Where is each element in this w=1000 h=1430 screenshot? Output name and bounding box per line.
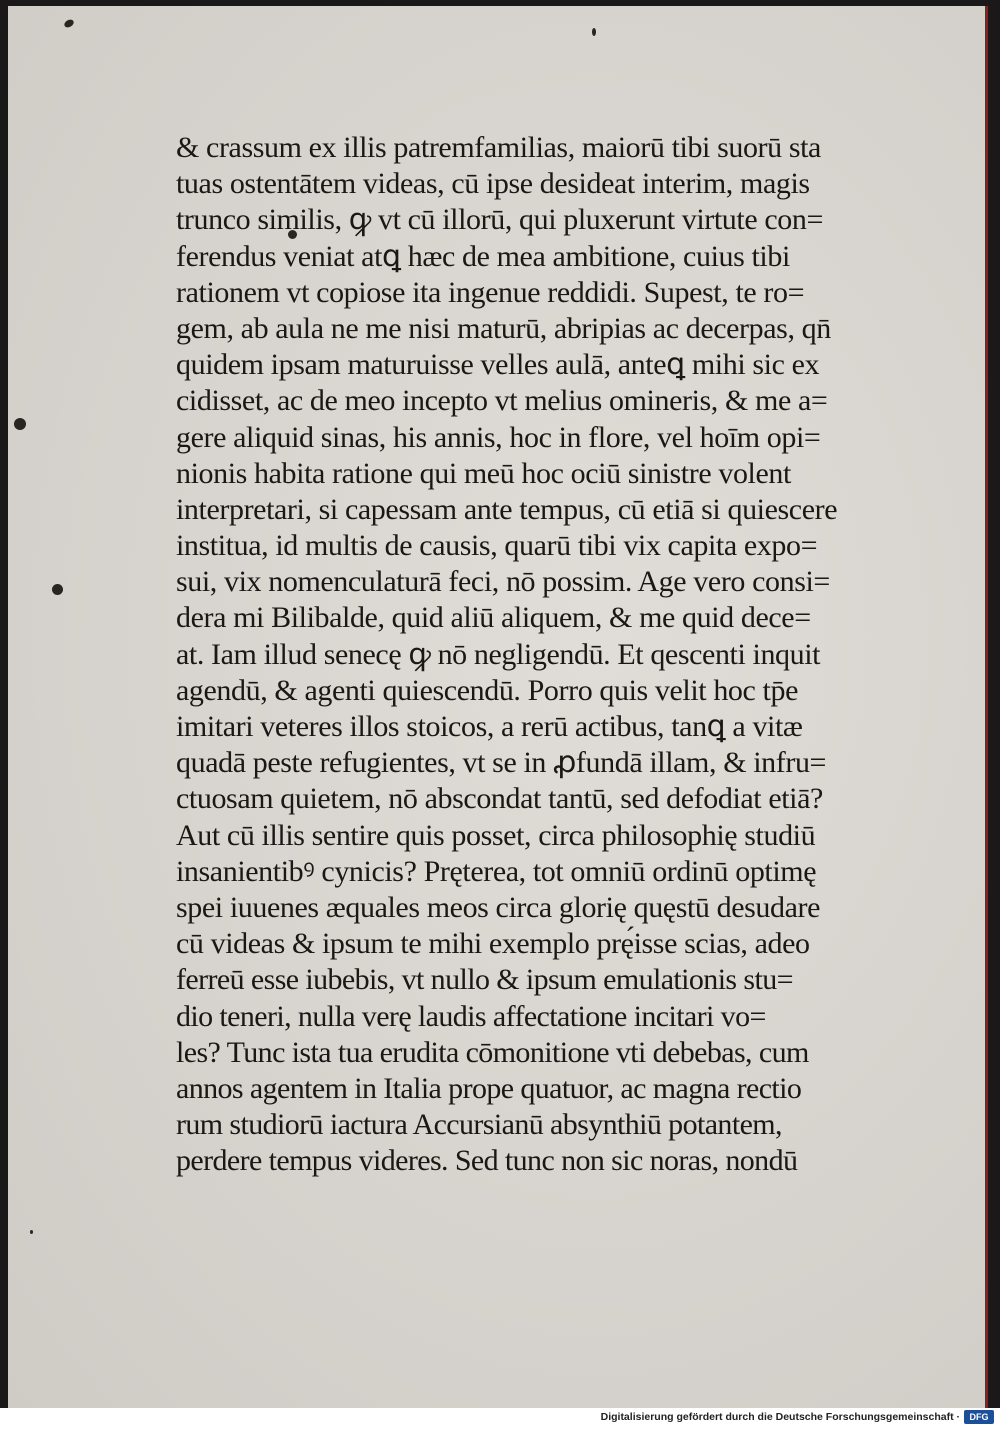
text-line: institua, id multis de causis, quarū tibi vix capita expo= (176, 529, 818, 563)
text-line: gere aliquid sinas, his annis, hoc in flore, vel hoīm opi= (176, 420, 821, 454)
text-line: ferreū esse iubebis, vt nullo & ipsum emulationis stu= (176, 963, 793, 997)
page-edge (985, 6, 988, 1408)
ink-blot (592, 28, 596, 36)
text-line: gem, ab aula ne me nisi maturū, abripias ac decerpas, qn̄ (176, 311, 831, 345)
text-line: tuas ostentātem videas, cū ipse desideat interim, magis (176, 167, 810, 201)
ink-blot (30, 1230, 33, 1234)
text-line: cū videas & ipsum te mihi exemplo prę́isse scias, adeo (176, 927, 810, 961)
ink-blot (52, 584, 63, 595)
text-line: perdere tempus videres. Sed tunc non sic noras, nondū (176, 1144, 798, 1178)
ink-blot (14, 418, 26, 430)
text-line: ferendus veniat atꝗ hæc de mea ambitione, cuius tibi (176, 239, 790, 273)
text-line: Aut cū illis sentire quis posset, circa philosophię studiū (176, 818, 816, 852)
text-line: dio teneri, nulla verę laudis affectatione incitari vo= (176, 999, 766, 1033)
text-line: trunco similis, ꝙ vt cū illorū, qui pluxerunt virtute con= (176, 203, 823, 237)
text-line: & crassum ex illis patremfamilias, maiorū tibi suorū sta (176, 131, 821, 164)
text-line: dera mi Bilibalde, quid aliū aliquem, & me quid dece= (176, 601, 811, 635)
text-line: quidem ipsam maturuisse velles aulā, anteꝗ mihi sic ex (176, 348, 820, 382)
text-line: interpretari, si capessam ante tempus, cū etiā si quiescere (176, 492, 838, 526)
text-line: sui, vix nomenculaturā feci, nō possim. Age vero consi= (176, 565, 830, 599)
text-line: at. Iam illud senecę ꝙ nō negligendū. Et qescenti inquit (176, 637, 821, 671)
body-text (176, 130, 906, 1179)
text-line: rum studiorū iactura Accursianū absynthiū potantem, (176, 1108, 782, 1142)
funding-credit: Digitalisierung gefördert durch die Deutsche Forschungsgemeinschaft · (600, 1411, 960, 1423)
book-page (8, 6, 988, 1408)
text-line: insanientibꝰ cynicis? Pręterea, tot omniū ordinū optimę (176, 854, 817, 888)
text-line: cidisset, ac de meo incepto vt melius omineris, & me a= (176, 384, 828, 418)
text-line: ctuosam quietem, nō abscondat tantū, sed defodiat etiā? (176, 782, 823, 816)
text-line: nionis habita ratione qui meū hoc ociū sinistre volent (176, 456, 791, 490)
text-line: les? Tunc ista tua erudita cōmonitione vti debebas, cum (176, 1035, 809, 1069)
text-line: quadā peste refugientes, vt se in ꝓfundā illam, & infru= (176, 746, 827, 780)
text-line: imitari veteres illos stoicos, a rerū actibus, tanꝗ a vitæ (176, 710, 803, 743)
text-line: spei iuuenes æquales meos circa glorię quęstū desudare (176, 890, 821, 924)
text-line: rationem vt copiose ita ingenue reddidi. Supest, te ro= (176, 275, 805, 309)
text-line: agendū, & agenti quiescendū. Porro quis velit hoc tp̄e (176, 673, 798, 707)
ink-blot (63, 18, 75, 29)
text-line: annos agentem in Italia prope quatuor, ac magna rectio (176, 1071, 802, 1105)
dfg-logo: DFG (964, 1410, 994, 1424)
